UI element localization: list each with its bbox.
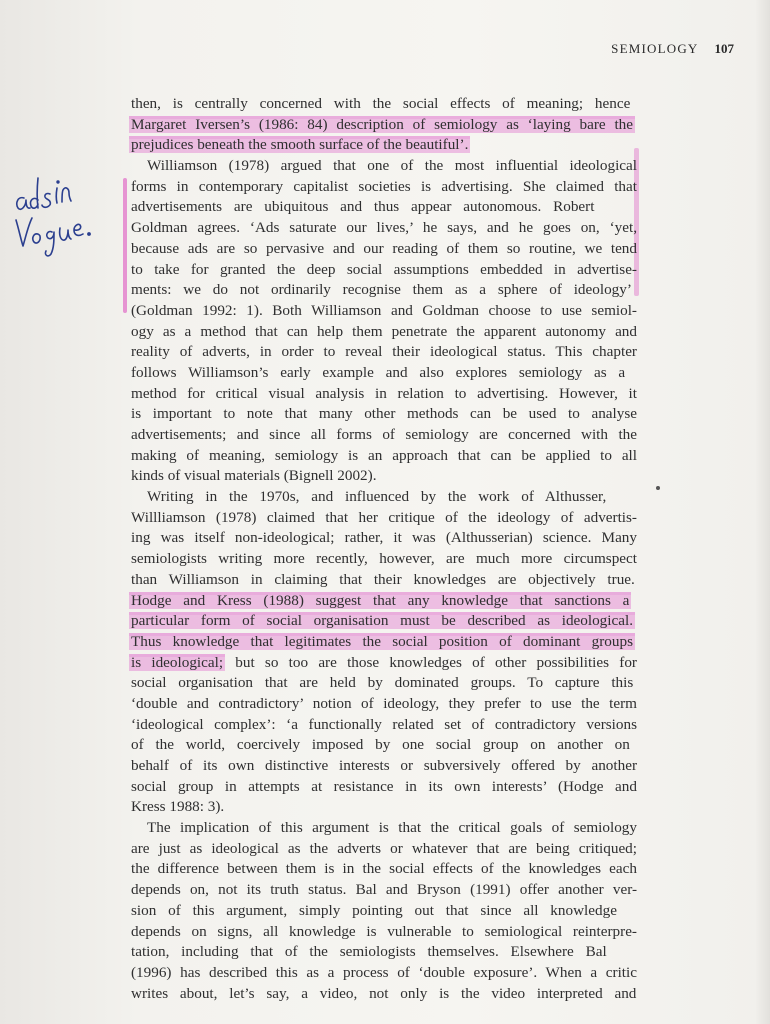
line-text: advertisements; and since all forms of semiology are concerned with the (131, 426, 637, 443)
margin-dot (656, 486, 660, 490)
line-text: Williamson (1978) argued that one of the most influential ideological (147, 157, 637, 175)
text-line (131, 322, 637, 343)
page-number: 107 (714, 41, 734, 56)
text-line (131, 115, 637, 136)
line-text: social organisation that are held by dominated groups. To capture this (131, 674, 634, 692)
highlighted-text: is ideological; (131, 653, 224, 671)
text-line (131, 239, 637, 260)
line-text: because ads are so pervasive and our reading of them so routine, we tend (131, 239, 637, 257)
line-text: behalf of its own distinctive interests or subversively offered by another (131, 757, 637, 774)
text-line (131, 404, 637, 425)
text-line (131, 342, 637, 363)
line-text: Writing in the 1970s, and influenced by the work of Althusser, (147, 488, 607, 506)
handwritten-margin-note (8, 148, 118, 268)
line-text: of the world, coercively imposed by one social group on another on (131, 736, 630, 754)
text-line (131, 984, 637, 1005)
line-text: The implication of this argument is that the critical goals of semiology (147, 819, 637, 837)
text-line (131, 777, 637, 798)
highlighted-text: prejudices beneath the smooth surface of the beautiful’. (131, 136, 469, 154)
text-line (131, 156, 637, 177)
text-line (131, 177, 637, 198)
line-text: writes about, let’s say, a video, not only is the video interpreted and (131, 984, 637, 1002)
line-text: (1996) has described this as a process of ‘double exposure’. When a critic (131, 963, 637, 981)
text-line (131, 508, 637, 529)
line-text: ‘ideological complex’: ‘a functionally related set of contradictory versions (131, 715, 637, 733)
text-line (131, 756, 637, 777)
text-line (131, 487, 637, 508)
text-line (131, 922, 637, 943)
text-line (131, 963, 637, 984)
line-text: making of meaning, semiology is an approach that can be applied to all (131, 446, 637, 464)
line-text: depends on signs, all knowledge is vulnerable to semiological reinterpre- (131, 922, 637, 940)
line-text: then, is centrally concerned with the social effects of meaning; hence (131, 95, 631, 112)
text-line (131, 591, 637, 612)
text-line (131, 880, 637, 901)
text-line (131, 570, 637, 591)
line-text: semiologists writing more recently, however, are much more circumspect (131, 550, 637, 568)
line-text: to take for granted the deep social assumptions embedded in advertise- (131, 260, 637, 278)
text-line (131, 715, 637, 736)
text-line (131, 280, 637, 301)
line-text: Kress 1988: 3). (131, 798, 225, 816)
line-text: depends on, not its truth status. Bal and Bryson (1991) offer another ver- (131, 881, 637, 899)
text-line (131, 197, 637, 218)
text-line (131, 653, 637, 674)
line-text: are just as ideological as the adverts or whatever that are being critiqued; (131, 839, 637, 857)
line-text: Goldman agrees. ‘Ads saturate our lives,’ he says, and he goes on, ‘yet, (131, 219, 637, 237)
line-text: method for critical visual analysis in relation to advertising. However, it (131, 384, 637, 402)
text-line (131, 673, 637, 694)
text-line (131, 446, 637, 467)
line-text: kinds of visual materials (Bignell 2002). (131, 467, 377, 485)
text-line (131, 94, 637, 115)
line-text: than Williamson in claiming that their knowledges are objectively true. (131, 570, 635, 588)
text-line (131, 797, 637, 818)
text-line (131, 301, 637, 322)
text-line (131, 942, 637, 963)
text-line (131, 818, 637, 839)
line-text: follows Williamson’s early example and also explores semiology as a (131, 363, 626, 381)
line-text: ogy as a method that can help them penetrate the apparent autonomy and (131, 322, 637, 340)
line-text: forms in contemporary capitalist societies is advertising. She claimed that (131, 177, 637, 195)
text-line (131, 135, 637, 156)
text-line (131, 363, 637, 384)
text-line (131, 859, 637, 880)
highlighted-text: particular form of social organisation must be described as ideological. (131, 612, 633, 630)
text-line (131, 218, 637, 239)
margin-highlight-bar-left (123, 178, 127, 313)
line-text: is important to note that many other methods can be used to analyse (131, 405, 637, 423)
line-text: Willliamson (1978) claimed that her critique of the ideology of advertis- (131, 508, 637, 526)
highlighted-text: Hodge and Kress (1988) suggest that any knowledge that sanctions a (131, 591, 630, 609)
line-text: advertisements are ubiquitous and thus appear autonomous. Robert (131, 198, 595, 216)
line-text: reality of adverts, in order to reveal their ideological status. This chapter (131, 343, 637, 361)
highlighted-text: Thus knowledge that legitimates the social position of dominant groups (131, 632, 633, 650)
section-title: SEMIOLOGY (611, 41, 699, 56)
line-text: ing was itself non-ideological; rather, it was (Althusserian) science. Many (131, 529, 637, 547)
line-text: is ideological; but so too are those knowledges of other possibilities for (131, 653, 637, 671)
body-text (131, 94, 637, 1004)
text-line (131, 466, 637, 487)
text-line (131, 611, 637, 632)
line-text: social group in attempts at resistance in its own interests’ (Hodge and (131, 777, 637, 795)
running-head (611, 41, 734, 57)
text-line (131, 528, 637, 549)
line-text: sion of this argument, simply pointing out that since all knowledge (131, 901, 617, 919)
line-text: the difference between them is in the social effects of the knowledges each (131, 860, 637, 878)
text-line (131, 694, 637, 715)
page-edge-shadow (756, 0, 770, 1024)
text-line (131, 735, 637, 756)
text-line (131, 901, 637, 922)
line-text: ‘double and contradictory’ notion of ideology, they prefer to use the term (131, 694, 637, 712)
highlighted-text: Margaret Iversen’s (1986: 84) description of semiology as ‘laying bare the (131, 115, 633, 133)
text-line (131, 632, 637, 653)
line-text: (Goldman 1992: 1). Both Williamson and Goldman choose to use semiol- (131, 301, 637, 319)
text-line (131, 384, 637, 405)
text-line (131, 549, 637, 570)
text-line (131, 260, 637, 281)
text-line (131, 839, 637, 860)
text-line (131, 425, 637, 446)
line-text: tation, including that of the semiologists themselves. Elsewhere Bal (131, 943, 607, 961)
line-text: ments: we do not ordinarily recognise them as a sphere of ideology’ (131, 281, 632, 299)
